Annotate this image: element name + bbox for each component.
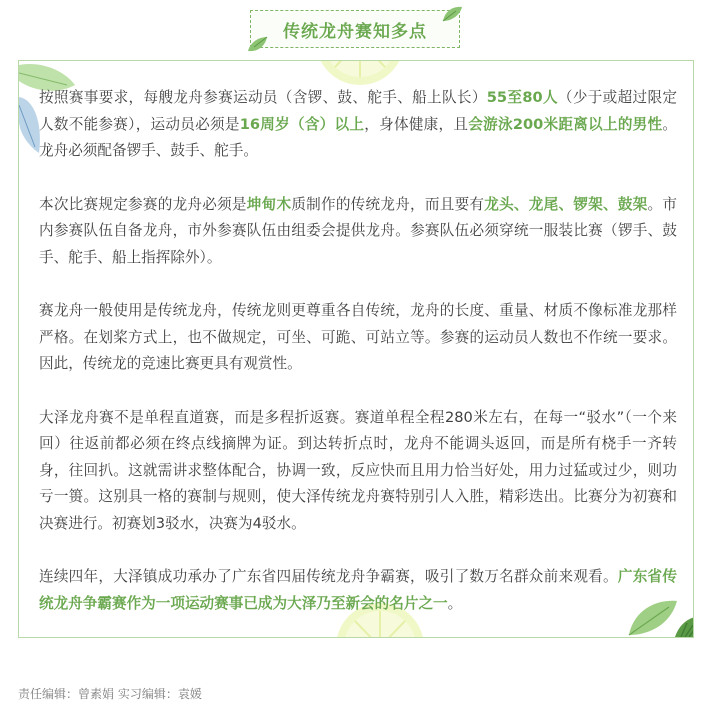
paragraph (39, 192, 677, 272)
text-segment: 大泽龙舟赛不是单程直道赛，而是多程折返赛。赛道单程全程280米左右，在每一“驳水”（一个来回）往返前都必须在终点线摘牌为证。到达转折点时，龙舟不能调头返回，而是所有桡手一齐转身，往回扒。这就需讲求整体配合，协调一致，反应快而且用力恰当好处，用力过猛或过少，则功亏一篑。这别具一格的赛制与规则，使大泽传统龙舟赛特别引人入胜，精彩迭出。比赛分为初赛和决赛进行。初赛划3驳水，决赛为4驳水。 (39, 408, 677, 532)
page-title: 传统龙舟赛知多点 (283, 21, 427, 42)
text-segment: 。 (447, 594, 463, 612)
text-segment: 连续四年，大泽镇成功承办了广东省四届传统龙舟争霸赛，吸引了数万名群众前来观看。 (39, 568, 618, 585)
text-segment: ，身体健康，且 (364, 115, 469, 133)
article-body (39, 85, 677, 638)
text-segment: （少于或超过限定人数不能参赛），运动员必须是 (39, 89, 677, 133)
highlight-text: 广东省传统龙舟争霸赛作为一项运动赛事已成为大泽乃至新会的名片之一 (39, 568, 677, 612)
leaf-icon (441, 5, 463, 23)
title-box (250, 10, 460, 48)
text-segment: 。市内参赛队伍自备龙舟，市外参赛队伍由组委会提供龙舟。参赛队伍必须穿统一服装比赛（锣手、鼓手、舵手、船上指挥除外）。 (39, 195, 677, 266)
highlight-text: 会游泳200米距离以上的男性 (468, 115, 663, 133)
paragraph (39, 298, 677, 378)
text-segment: 本次比赛规定参赛的龙舟必须是 (39, 195, 247, 213)
editor-credits: 责任编辑：曾素娟 实习编辑：袁媛 (18, 687, 202, 701)
text-segment: 赛龙舟一般使用是传统龙舟，传统龙则更尊重各自传统，龙舟的长度、重量、材质不像标准龙那样严格。在划桨方式上，也不做规定，可坐、可跪、可站立等。参赛的运动员人数也不作统一要求。因此，传统龙的竞速比赛更具有观赏性。 (39, 302, 677, 372)
paragraph (39, 405, 677, 538)
leaf-icon (247, 35, 269, 53)
highlight-text: 龙头、龙尾、锣架、鼓架 (484, 195, 648, 213)
highlight-text: 55至80人 (486, 89, 558, 106)
paragraph (39, 564, 677, 617)
highlight-text: 16周岁（含）以上 (239, 115, 365, 133)
text-segment: 质制作的传统龙舟，而且要有 (291, 195, 485, 213)
text-segment: 。龙舟必须配备锣手、鼓手、舵手。 (39, 115, 677, 159)
text-segment: 按照赛事要求，每艘龙舟参赛运动员（含锣、鼓、舵手、船上队长） (39, 89, 487, 106)
content-card (18, 60, 694, 638)
highlight-text: 坤甸木 (246, 195, 292, 213)
paragraph (39, 85, 677, 165)
